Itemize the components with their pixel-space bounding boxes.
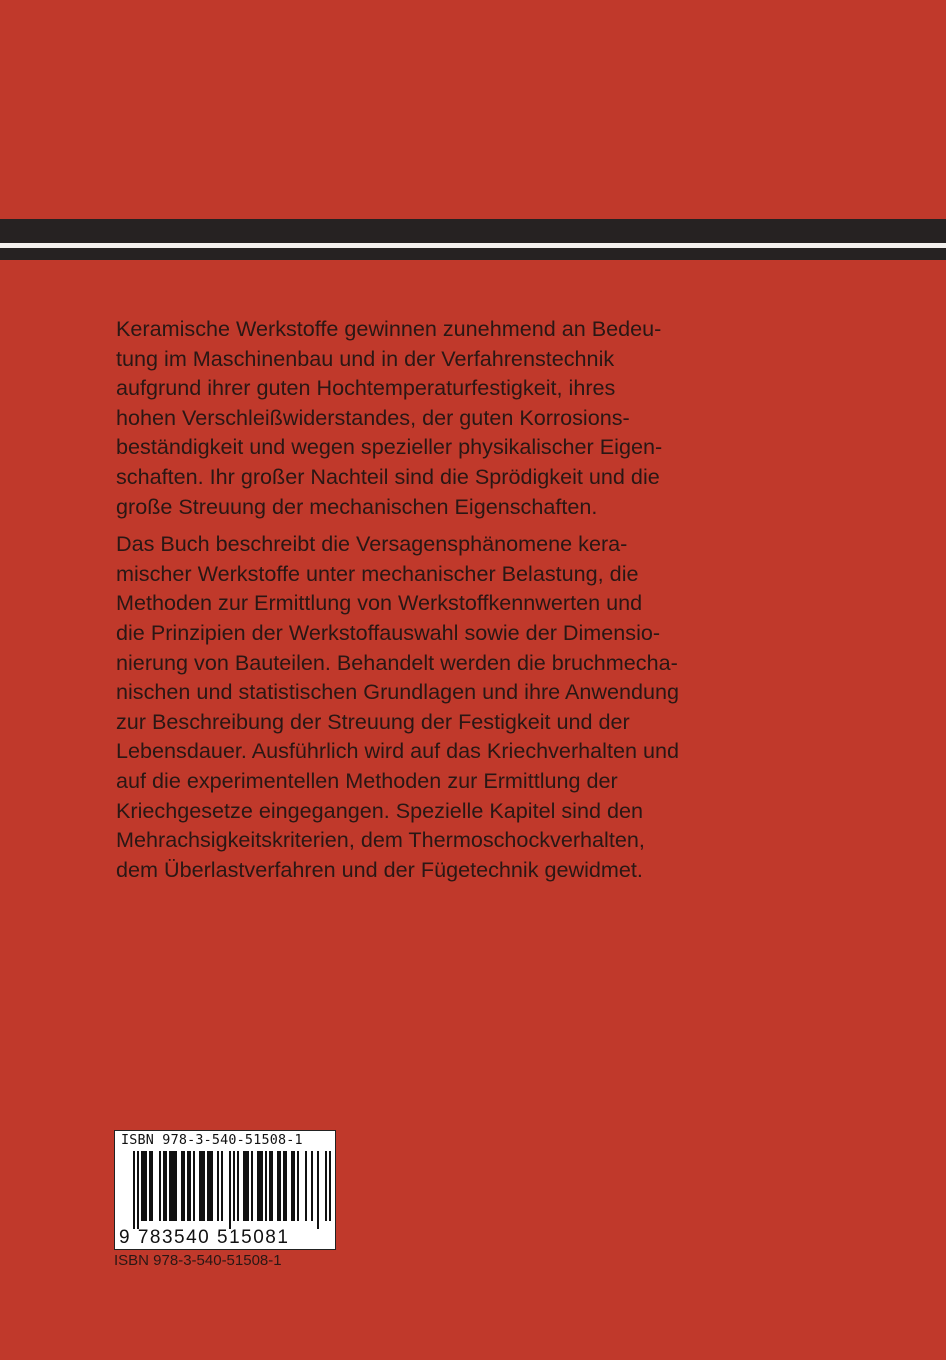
barcode-bar	[293, 1151, 295, 1221]
blurb-line: Das Buch beschreibt die Versagensphänomene kera-	[116, 531, 628, 557]
blurb-line: große Streuung der mechanischen Eigenschaften.	[116, 493, 598, 519]
barcode-bar	[171, 1151, 173, 1221]
barcode-bar	[203, 1151, 205, 1221]
barcode-bar	[261, 1151, 263, 1221]
top-dark-band	[0, 219, 946, 243]
barcode-bar	[271, 1151, 273, 1221]
barcode-bar	[221, 1151, 223, 1221]
barcode-bar	[317, 1151, 319, 1229]
blurb-line: tung im Maschinenbau und in der Verfahrenstechnik	[116, 345, 615, 371]
barcode-digits: 9 783540 515081	[119, 1227, 290, 1248]
barcode-bar	[151, 1151, 153, 1221]
barcode-bar	[173, 1151, 175, 1221]
barcode-bar	[209, 1151, 211, 1221]
barcode-bar	[297, 1151, 299, 1221]
barcode-bar	[189, 1151, 191, 1221]
barcode-bar	[257, 1151, 259, 1221]
barcode-bar	[265, 1151, 267, 1221]
barcode-bar	[329, 1151, 331, 1221]
barcode-bar	[193, 1151, 195, 1221]
blurb-line: beständigkeit und wegen spezieller physikalischer Eigen-	[116, 434, 663, 460]
barcode-bar	[259, 1151, 261, 1221]
barcode-bar	[247, 1151, 249, 1221]
blurb-line: hohen Verschleißwiderstandes, der guten Korrosions-	[116, 404, 630, 430]
barcode-bar	[279, 1151, 281, 1221]
barcode-bar	[133, 1151, 135, 1229]
blurb-line: mischer Werkstoffe unter mechanischer Belastung, die	[116, 560, 639, 586]
blurb-line: Kriechgesetze eingegangen. Spezielle Kapitel sind den	[116, 797, 644, 823]
barcode-bar	[283, 1151, 285, 1221]
barcode-bar	[137, 1151, 139, 1229]
barcode-bar	[217, 1151, 219, 1221]
barcode-bar	[251, 1151, 253, 1221]
blurb-line: Keramische Werkstoffe gewinnen zunehmend an Bedeu-	[116, 316, 662, 341]
blurb-line: aufgrund ihrer guten Hochtemperaturfestigkeit, ihres	[116, 375, 616, 401]
barcode-bar	[243, 1151, 245, 1221]
barcode-bars	[133, 1151, 331, 1229]
isbn-footer: ISBN 978-3-540-51508-1	[114, 1252, 282, 1269]
barcode-bar	[149, 1151, 151, 1221]
barcode-bar	[141, 1151, 143, 1221]
blurb-line: schaften. Ihr großer Nachteil sind die Sprödigkeit und die	[116, 463, 660, 489]
barcode-bar	[285, 1151, 287, 1221]
blurb-paragraph-2	[116, 529, 776, 884]
blurb-line: Methoden zur Ermittlung von Werkstoffkennwerten und	[116, 590, 643, 616]
barcode-bar	[237, 1151, 239, 1221]
barcode-bar	[233, 1151, 235, 1221]
barcode-bar	[277, 1151, 279, 1221]
barcode-bar	[305, 1151, 307, 1221]
barcode-bar	[311, 1151, 313, 1221]
barcode-box	[114, 1130, 336, 1250]
barcode-bar	[169, 1151, 171, 1221]
barcode-bar	[187, 1151, 189, 1221]
bottom-dark-band	[0, 248, 946, 260]
barcode-bar	[143, 1151, 145, 1221]
barcode-bar	[211, 1151, 213, 1221]
barcode-bar	[183, 1151, 185, 1221]
barcode-isbn-label: ISBN 978-3-540-51508-1	[121, 1133, 303, 1148]
barcode-bar	[175, 1151, 177, 1221]
barcode-bar	[199, 1151, 201, 1221]
barcode-bar	[163, 1151, 165, 1221]
blurb-line: Mehrachsigkeitskriterien, dem Thermoschockverhalten,	[116, 827, 645, 853]
barcode-bar	[325, 1151, 327, 1221]
barcode-bar	[207, 1151, 209, 1221]
blurb-line: die Prinzipien der Werkstoffauswahl sowie der Dimensio-	[116, 619, 661, 645]
barcode-bar	[269, 1151, 271, 1221]
blurb-line: auf die experimentellen Methoden zur Ermittlung der	[116, 767, 618, 793]
blurb-line: nischen und statistischen Grundlagen und ihre Anwendung	[116, 679, 680, 705]
barcode-bar	[291, 1151, 293, 1221]
barcode-bar	[145, 1151, 147, 1221]
barcode-bar	[229, 1151, 231, 1229]
blurb-line: zur Beschreibung der Streuung der Festigkeit und der	[116, 708, 630, 734]
back-cover-blurb	[116, 314, 776, 892]
blurb-line: nierung von Bauteilen. Behandelt werden die bruchmecha-	[116, 649, 678, 675]
barcode-bar	[181, 1151, 183, 1221]
barcode-bar	[165, 1151, 167, 1221]
barcode-bar	[201, 1151, 203, 1221]
barcode-bar	[245, 1151, 247, 1221]
blurb-paragraph-1	[116, 314, 776, 521]
blurb-line: Lebensdauer. Ausführlich wird auf das Kriechverhalten und	[116, 738, 679, 764]
barcode-bar	[159, 1151, 161, 1221]
blurb-line: dem Überlastverfahren und der Fügetechnik gewidmet.	[116, 856, 643, 882]
